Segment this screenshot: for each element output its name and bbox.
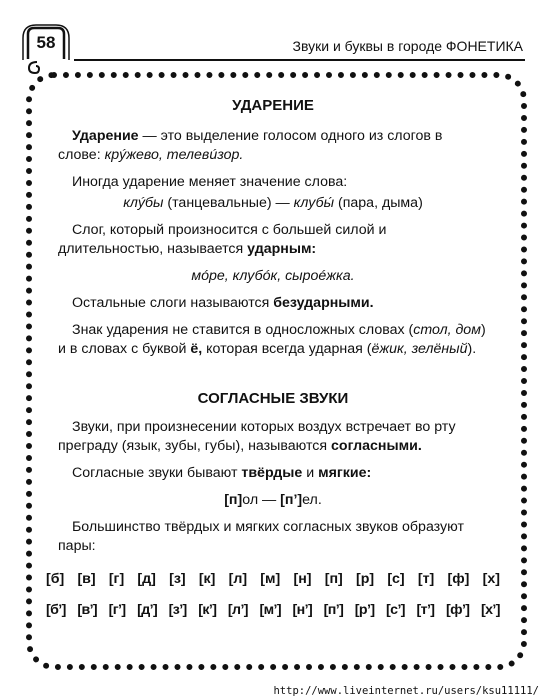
unstressed-text: Остальные слоги называются — [72, 295, 274, 311]
hard-consonant: [ф] — [447, 571, 470, 587]
meaning-change-text: Иногда ударение меняет значение слова: — [72, 174, 348, 190]
hard-consonant: [б] — [46, 571, 65, 587]
example-word-2: клубы́ — [293, 195, 335, 211]
page-number-plaque — [20, 24, 72, 60]
unstressed-definition — [58, 294, 488, 313]
soft-consonant: [н’] — [292, 602, 313, 618]
soft-consonant: [к’] — [198, 602, 217, 618]
stress-term: Ударение — [72, 128, 139, 144]
soft-consonant: [п’] — [323, 602, 344, 618]
hard-consonant: [п] — [324, 571, 343, 587]
stress-mark-text-3: которая всегда ударная ( — [202, 341, 372, 357]
soft-consonant: [с’] — [386, 602, 405, 618]
stressed-examples — [58, 267, 488, 286]
stressed-examples-text: мóре, клубóк, сыроéжка. — [191, 268, 355, 284]
hard-consonant: [м] — [260, 571, 281, 587]
pair-example-hard-rest: ол — — [242, 492, 281, 508]
section-title-consonants: СОГЛАСНЫЕ ЗВУКИ — [197, 390, 349, 407]
soft-consonant: [р’] — [354, 602, 375, 618]
unstressed-term: безударными. — [273, 295, 374, 311]
consonant-kinds-hard: твёрдые — [241, 465, 303, 481]
soft-consonant: [в’] — [77, 602, 98, 618]
stress-definition — [58, 127, 488, 165]
soft-consonant: [б’] — [46, 602, 66, 618]
consonant-kinds — [58, 464, 488, 483]
soft-consonant: [з’] — [168, 602, 187, 618]
soft-consonant: [г’] — [108, 602, 126, 618]
stress-mark-text-1: Знак ударения не ставится в односложных словах ( — [72, 322, 414, 338]
soft-consonant: [м’] — [259, 602, 281, 618]
hard-consonant: [х] — [482, 571, 500, 587]
meaning-change-examples — [58, 194, 488, 213]
pair-example-hard-sound: [п] — [224, 492, 243, 508]
example-word-1: клýбы — [123, 195, 164, 211]
hard-consonant: [з] — [169, 571, 186, 587]
soft-consonant: [х’] — [480, 602, 500, 618]
pair-example — [58, 491, 488, 510]
stress-mark-example-2: ёжик, зелёный — [371, 341, 468, 357]
header-title: Звуки и буквы в городе ФОНЕТИКА — [292, 38, 523, 54]
soft-consonant: [д’] — [137, 602, 158, 618]
stressed-syllable-term: ударным: — [247, 241, 317, 257]
hard-consonant: [л] — [228, 571, 248, 587]
soft-consonant: [т’] — [416, 602, 435, 618]
stress-mark-example-1: стол, дом — [413, 322, 481, 338]
soft-consonant: [л’] — [227, 602, 248, 618]
source-url: http://www.liveinternet.ru/users/ksu11111/ — [273, 685, 539, 697]
consonants-definition — [58, 418, 488, 456]
soft-consonants-row — [46, 601, 500, 620]
consonant-kinds-soft: мягкие: — [318, 465, 372, 481]
hard-consonant: [в] — [77, 571, 96, 587]
hard-consonant: [к] — [198, 571, 216, 587]
hard-consonant: [т] — [417, 571, 435, 587]
hard-consonant: [д] — [137, 571, 156, 587]
stress-mark-text-2: ) и в словах с буквой — [58, 322, 486, 357]
stress-mark-text-4: ). — [467, 341, 477, 357]
consonant-kinds-text: Согласные звуки бывают — [72, 465, 242, 481]
consonants-term: согласными. — [331, 438, 422, 454]
hard-consonant: [с] — [387, 571, 405, 587]
stress-definition-examples: крýжево, телевúзор. — [104, 147, 244, 163]
stressed-syllable-text: Слог, который произносится с большей силой и длительностью, называется — [58, 222, 387, 257]
pairs-text: Большинство твёрдых и мягких согласных звуков образуют пары: — [58, 519, 464, 554]
hard-consonant: [р] — [355, 571, 375, 587]
stress-mark-letter: ё, — [190, 341, 203, 357]
soft-consonant: [ф’] — [446, 602, 470, 618]
stress-mark-rule — [58, 321, 488, 359]
consonants-definition-text: Звуки, при произнесении которых воздух встречает во рту преграду (язык, зубы, губы), называются — [58, 419, 456, 454]
page-number: 58 — [36, 33, 56, 52]
stressed-syllable-definition — [58, 221, 488, 259]
stress-definition-text: — это выделение голосом одного из слогов в слове: — [58, 128, 443, 163]
hard-consonant: [г] — [108, 571, 125, 587]
header-rule — [74, 59, 525, 61]
pair-example-soft-rest: ел. — [302, 492, 322, 508]
consonant-kinds-and: и — [302, 465, 319, 481]
example-note-2: (пара, дыма) — [334, 195, 423, 211]
example-note-1: (танцевальные) — — [163, 195, 294, 211]
hard-consonants-row — [46, 570, 500, 589]
page-content — [46, 82, 500, 620]
section-title-stress: УДАРЕНИЕ — [232, 97, 314, 114]
hard-consonant: [н] — [293, 571, 312, 587]
pair-example-soft-sound: [п’] — [280, 492, 303, 508]
